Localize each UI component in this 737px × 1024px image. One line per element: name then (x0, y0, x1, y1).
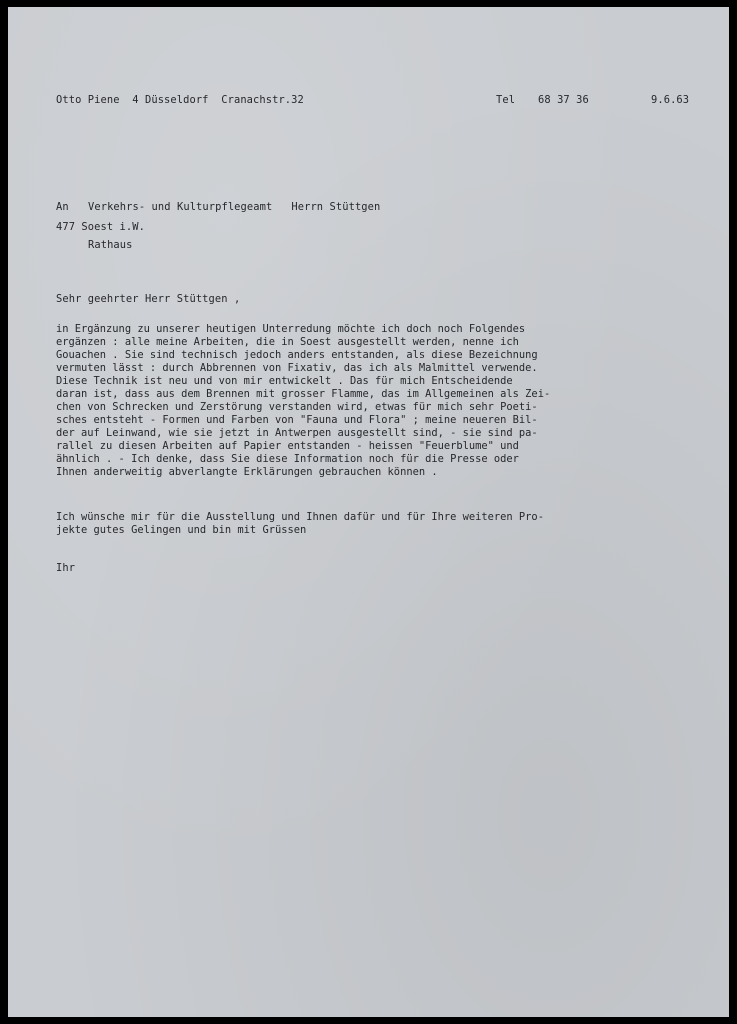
salutation: Sehr geehrter Herr Stüttgen , (56, 293, 241, 305)
recipient-line-2: 477 Soest i.W. (56, 221, 145, 233)
paragraph-line: Ich wünsche mir für die Ausstellung und Ihnen dafür und für Ihre weiteren Pro- (56, 511, 544, 523)
paragraph-line: daran ist, dass aus dem Brennen mit grosser Flamme, das im Allgemeinen als Zei- (56, 388, 551, 400)
sender-address: Otto Piene 4 Düsseldorf Cranachstr.32 (56, 94, 304, 106)
paragraph-line: vermuten lässt : durch Abbrennen von Fixativ, das ich als Malmittel verwende. (56, 362, 538, 374)
paragraph-line: in Ergänzung zu unserer heutigen Unterredung möchte ich doch noch Folgendes (56, 323, 526, 335)
telephone-label: Tel (496, 94, 516, 106)
body-paragraph-1 (56, 323, 729, 479)
telephone-number: 68 37 36 (538, 94, 589, 106)
paragraph-line: chen von Schrecken und Zerstörung verstanden wird, etwas für mich sehr Poeti- (56, 401, 538, 413)
recipient-line-1: Verkehrs- und Kulturpflegeamt Herrn Stüttgen (88, 201, 381, 213)
paragraph-line: sches entsteht - Formen und Farben von "Fauna und Flora" ; meine neueren Bil- (56, 414, 538, 426)
paragraph-line: jekte gutes Gelingen und bin mit Grüssen (56, 524, 307, 536)
recipient-line-3: Rathaus (88, 239, 133, 251)
closing: Ihr (56, 562, 76, 574)
paragraph-line: ergänzen : alle meine Arbeiten, die in Soest ausgestellt werden, nenne ich (56, 336, 519, 348)
letter-page (8, 7, 729, 1017)
paragraph-line: Diese Technik ist neu und von mir entwickelt . Das für mich Entscheidende (56, 375, 513, 387)
recipient-prefix: An (56, 201, 69, 213)
paragraph-line: Ihnen anderweitig abverlangte Erklärungen gebrauchen können . (56, 466, 438, 478)
paragraph-line: der auf Leinwand, wie sie jetzt in Antwerpen ausgestellt sind, - sie sind pa- (56, 427, 538, 439)
paragraph-line: Gouachen . Sie sind technisch jedoch anders entstanden, als diese Bezeichnung (56, 349, 538, 361)
letterhead (56, 94, 726, 166)
letter-date: 9.6.63 (651, 94, 690, 106)
body-paragraph-2 (56, 511, 729, 537)
paragraph-line: ähnlich . - Ich denke, dass Sie diese Information noch für die Presse oder (56, 453, 519, 465)
paragraph-line: rallel zu diesen Arbeiten auf Papier entstanden - heissen "Feuerblume" und (56, 440, 519, 452)
